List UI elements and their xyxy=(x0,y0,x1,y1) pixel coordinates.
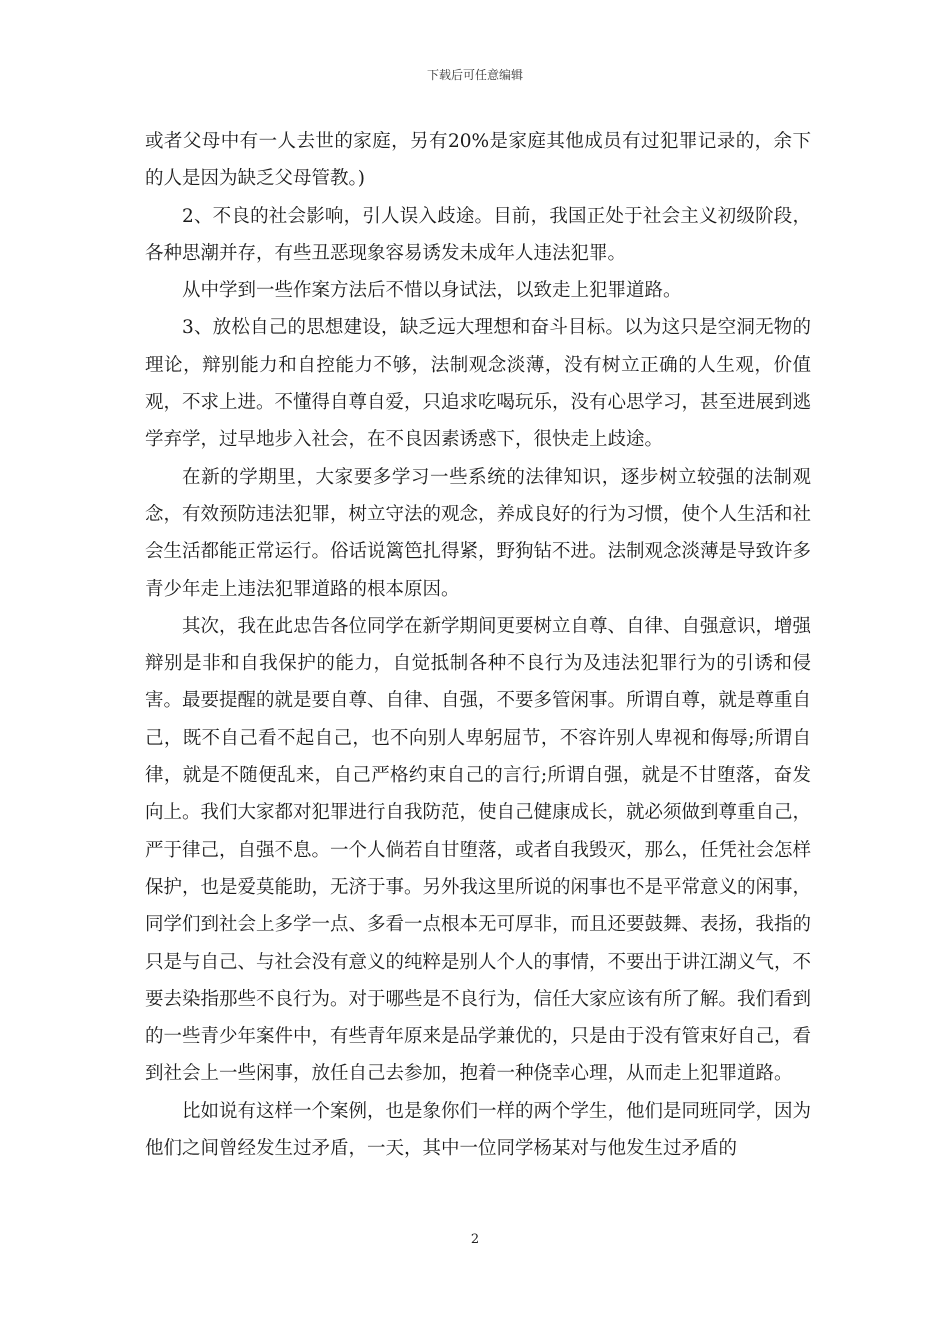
document-body xyxy=(145,123,811,1167)
paragraph-4: 3、放松自己的思想建设，缺乏远大理想和奋斗目标。以为这只是空洞无物的理论，辩别能力和自控能力不够，法制观念淡薄，没有树立正确的人生观，价值观，不求上进。不懂得自尊自爱，只追求吃喝玩乐，没有心思学习，甚至进展到逃学弃学，过早地步入社会，在不良因素诱惑下，很快走上歧途。 xyxy=(145,317,812,451)
paragraph-5: 在新的学期里，大家要多学习一些系统的法律知识，逐步树立较强的法制观念，有效预防违法犯罪，树立守法的观念，养成良好的行为习惯，使个人生活和社会生活都能正常运行。俗话说篱笆扎得紧，野狗钻不进。法制观念淡薄是导致许多青少年走上违法犯罪道路的根本原因。 xyxy=(145,466,812,600)
paragraph-1: 或者父母中有一人去世的家庭，另有20%是家庭其他成员有过犯罪记录的，余下的人是因为缺乏父母管教。) xyxy=(145,131,811,190)
page-header: 下载后可任意编辑 xyxy=(426,68,523,82)
paragraph-7: 比如说有这样一个案例，也是象你们一样的两个学生，他们是同班同学，因为他们之间曾经发生过矛盾，一天，其中一位同学杨某对与他发生过矛盾的 xyxy=(145,1100,812,1160)
page-number: 2 xyxy=(470,1232,480,1247)
paragraph-6: 其次，我在此忠告各位同学在新学期间更要树立自尊、自律、自强意识，增强辩别是非和自我保护的能力，自觉抵制各种不良行为及违法犯罪行为的引诱和侵害。最要提醒的就是要自尊、自律、自强，不要多管闲事。所谓自尊，就是尊重自己，既不自己看不起自己，也不向别人卑躬屈节，不容许别人卑视和侮辱;所谓自律，就是不随便乱来，自己严格约束自己的言行;所谓自强，就是不甘堕落，奋发向上。我们大家都对犯罪进行自我防范，使自己健康成长，就必须做到尊重自己，严于律己，自强不息。一个人倘若自甘堕落，或者自我毁灭，那么，任凭社会怎样保护，也是爱莫能助，无济于事。另外我这里所说的闲事也不是平常意义的闲事，同学们到社会上多学一点、多看一点根本无可厚非，而且还要鼓舞、表扬，我指的只是与自己、与社会没有意义的纯粹是别人个人的事情，不要出于讲江湖义气，不要去染指那些不良行为。对于哪些是不良行为，信任大家应该有所了解。我们看到的一些青少年案件中，有些青年原来是品学兼优的，只是由于没有管束好自己，看到社会上一些闲事，放任自己去参加，抱着一种侥幸心理，从而走上犯罪道路。 xyxy=(145,615,812,1085)
paragraph-2: 2、不良的社会影响，引人误入歧途。目前，我国正处于社会主义初级阶段，各种思潮并存，有些丑恶现象容易诱发未成年人违法犯罪。 xyxy=(145,205,811,264)
paragraph-3: 从中学到一些作案方法后不惜以身试法，以致走上犯罪道路。 xyxy=(182,280,682,302)
